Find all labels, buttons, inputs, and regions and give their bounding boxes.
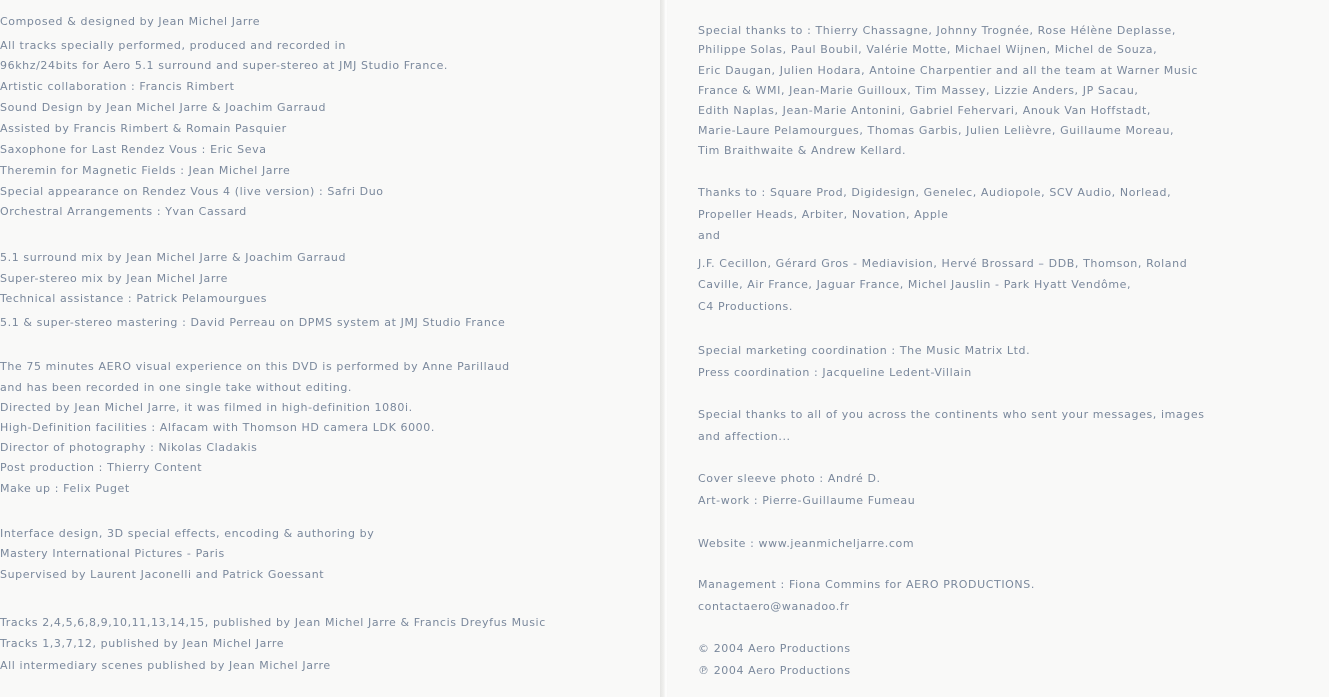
continents-line: and affection...: [698, 430, 791, 443]
credit-line: Super-stereo mix by Jean Michel Jarre: [0, 272, 229, 285]
email-link[interactable]: contactaero@wanadoo.fr: [698, 600, 850, 613]
thanks-line: C4 Productions.: [698, 300, 793, 313]
credit-line: 96khz/24bits for Aero 5.1 surround and super-stereo at JMJ Studio France.: [0, 59, 449, 72]
thanks-line: J.F. Cecillon, Gérard Gros - Mediavision, Hervé Brossard – DDB, Thomson, Roland: [698, 257, 1188, 270]
artwork-line: Art-work : Pierre-Guillaume Fumeau: [698, 494, 916, 507]
thanks-line: Caville, Air France, Jaguar France, Michel Jauslin - Park Hyatt Vendôme,: [698, 278, 1132, 291]
credit-line: Artistic collaboration : Francis Rimbert: [0, 80, 235, 93]
press-line: Press coordination : Jacqueline Ledent-Villain: [698, 366, 972, 379]
credit-line: Tracks 1,3,7,12, published by Jean Michel Jarre: [0, 637, 285, 650]
left-page: [0, 0, 662, 697]
thanks-line: Tim Braithwaite & Andrew Kellard.: [698, 144, 907, 157]
credit-line: Special appearance on Rendez Vous 4 (live version) : Safri Duo: [0, 185, 384, 198]
marketing-line: Special marketing coordination : The Music Matrix Ltd.: [698, 344, 1031, 357]
credit-line: Interface design, 3D special effects, encoding & authoring by: [0, 527, 375, 540]
website-link[interactable]: Website : www.jeanmicheljarre.com: [698, 537, 915, 550]
thanks-line: Special thanks to : Thierry Chassagne, Johnny Trognée, Rose Hélène Deplasse,: [698, 24, 1176, 37]
credit-line: Director of photography : Nikolas Cladakis: [0, 441, 258, 454]
credit-line: Saxophone for Last Rendez Vous : Eric Seva: [0, 143, 267, 156]
thanks-line: Edith Naplas, Jean-Marie Antonini, Gabriel Fehervari, Anouk Van Hoffstadt,: [698, 104, 1151, 117]
credit-line: Composed & designed by Jean Michel Jarre: [0, 15, 261, 28]
continents-line: Special thanks to all of you across the continents who sent your messages, images: [698, 408, 1205, 421]
credit-line: and has been recorded in one single take without editing.: [0, 381, 353, 394]
credit-line: Directed by Jean Michel Jarre, it was filmed in high-definition 1080i.: [0, 401, 413, 414]
credit-line: Sound Design by Jean Michel Jarre & Joachim Garraud: [0, 101, 327, 114]
credit-line: 5.1 surround mix by Jean Michel Jarre & Joachim Garraud: [0, 251, 347, 264]
cover-photo-line: Cover sleeve photo : André D.: [698, 472, 881, 485]
credit-line: Post production : Thierry Content: [0, 461, 203, 474]
management-line: Management : Fiona Commins for AERO PRODUCTIONS.: [698, 578, 1035, 591]
credit-line: Technical assistance : Patrick Pelamourgues: [0, 292, 268, 305]
thanks-line: Marie-Laure Pelamourgues, Thomas Garbis, Julien Lelièvre, Guillaume Moreau,: [698, 124, 1175, 137]
credit-line: 5.1 & super-stereo mastering : David Perreau on DPMS system at JMJ Studio France: [0, 316, 506, 329]
copyright-line: © 2004 Aero Productions: [698, 642, 851, 655]
thanks-line: Eric Daugan, Julien Hodara, Antoine Charpentier and all the team at Warner Music: [698, 64, 1199, 77]
credit-line: The 75 minutes AERO visual experience on this DVD is performed by Anne Parillaud: [0, 360, 510, 373]
credit-line: All tracks specially performed, produced and recorded in: [0, 39, 346, 52]
credit-line: Tracks 2,4,5,6,8,9,10,11,13,14,15, published by Jean Michel Jarre & Francis Dreyfus Music: [0, 616, 546, 629]
credit-line: High-Definition facilities : Alfacam with Thomson HD camera LDK 6000.: [0, 421, 435, 434]
thanks-line: Philippe Solas, Paul Boubil, Valérie Motte, Michael Wijnen, Michel de Souza,: [698, 43, 1158, 56]
thanks-line: Propeller Heads, Arbiter, Novation, Apple: [698, 208, 949, 221]
credit-line: All intermediary scenes published by Jean Michel Jarre: [0, 659, 331, 672]
thanks-line: Thanks to : Square Prod, Digidesign, Genelec, Audiopole, SCV Audio, Norlead,: [698, 186, 1172, 199]
credit-line: Make up : Felix Puget: [0, 482, 130, 495]
right-page: [668, 0, 1329, 697]
thanks-line: and: [698, 229, 721, 242]
credit-line: Supervised by Laurent Jaconelli and Patrick Goessant: [0, 568, 325, 581]
credit-line: Theremin for Magnetic Fields : Jean Michel Jarre: [0, 164, 291, 177]
phonogram-line: ℗ 2004 Aero Productions: [698, 664, 851, 677]
credit-line: Assisted by Francis Rimbert & Romain Pasquier: [0, 122, 287, 135]
thanks-line: France & WMI, Jean-Marie Guilloux, Tim Massey, Lizzie Anders, JP Sacau,: [698, 84, 1139, 97]
credit-line: Orchestral Arrangements : Yvan Cassard: [0, 205, 247, 218]
credit-line: Mastery International Pictures - Paris: [0, 547, 225, 560]
